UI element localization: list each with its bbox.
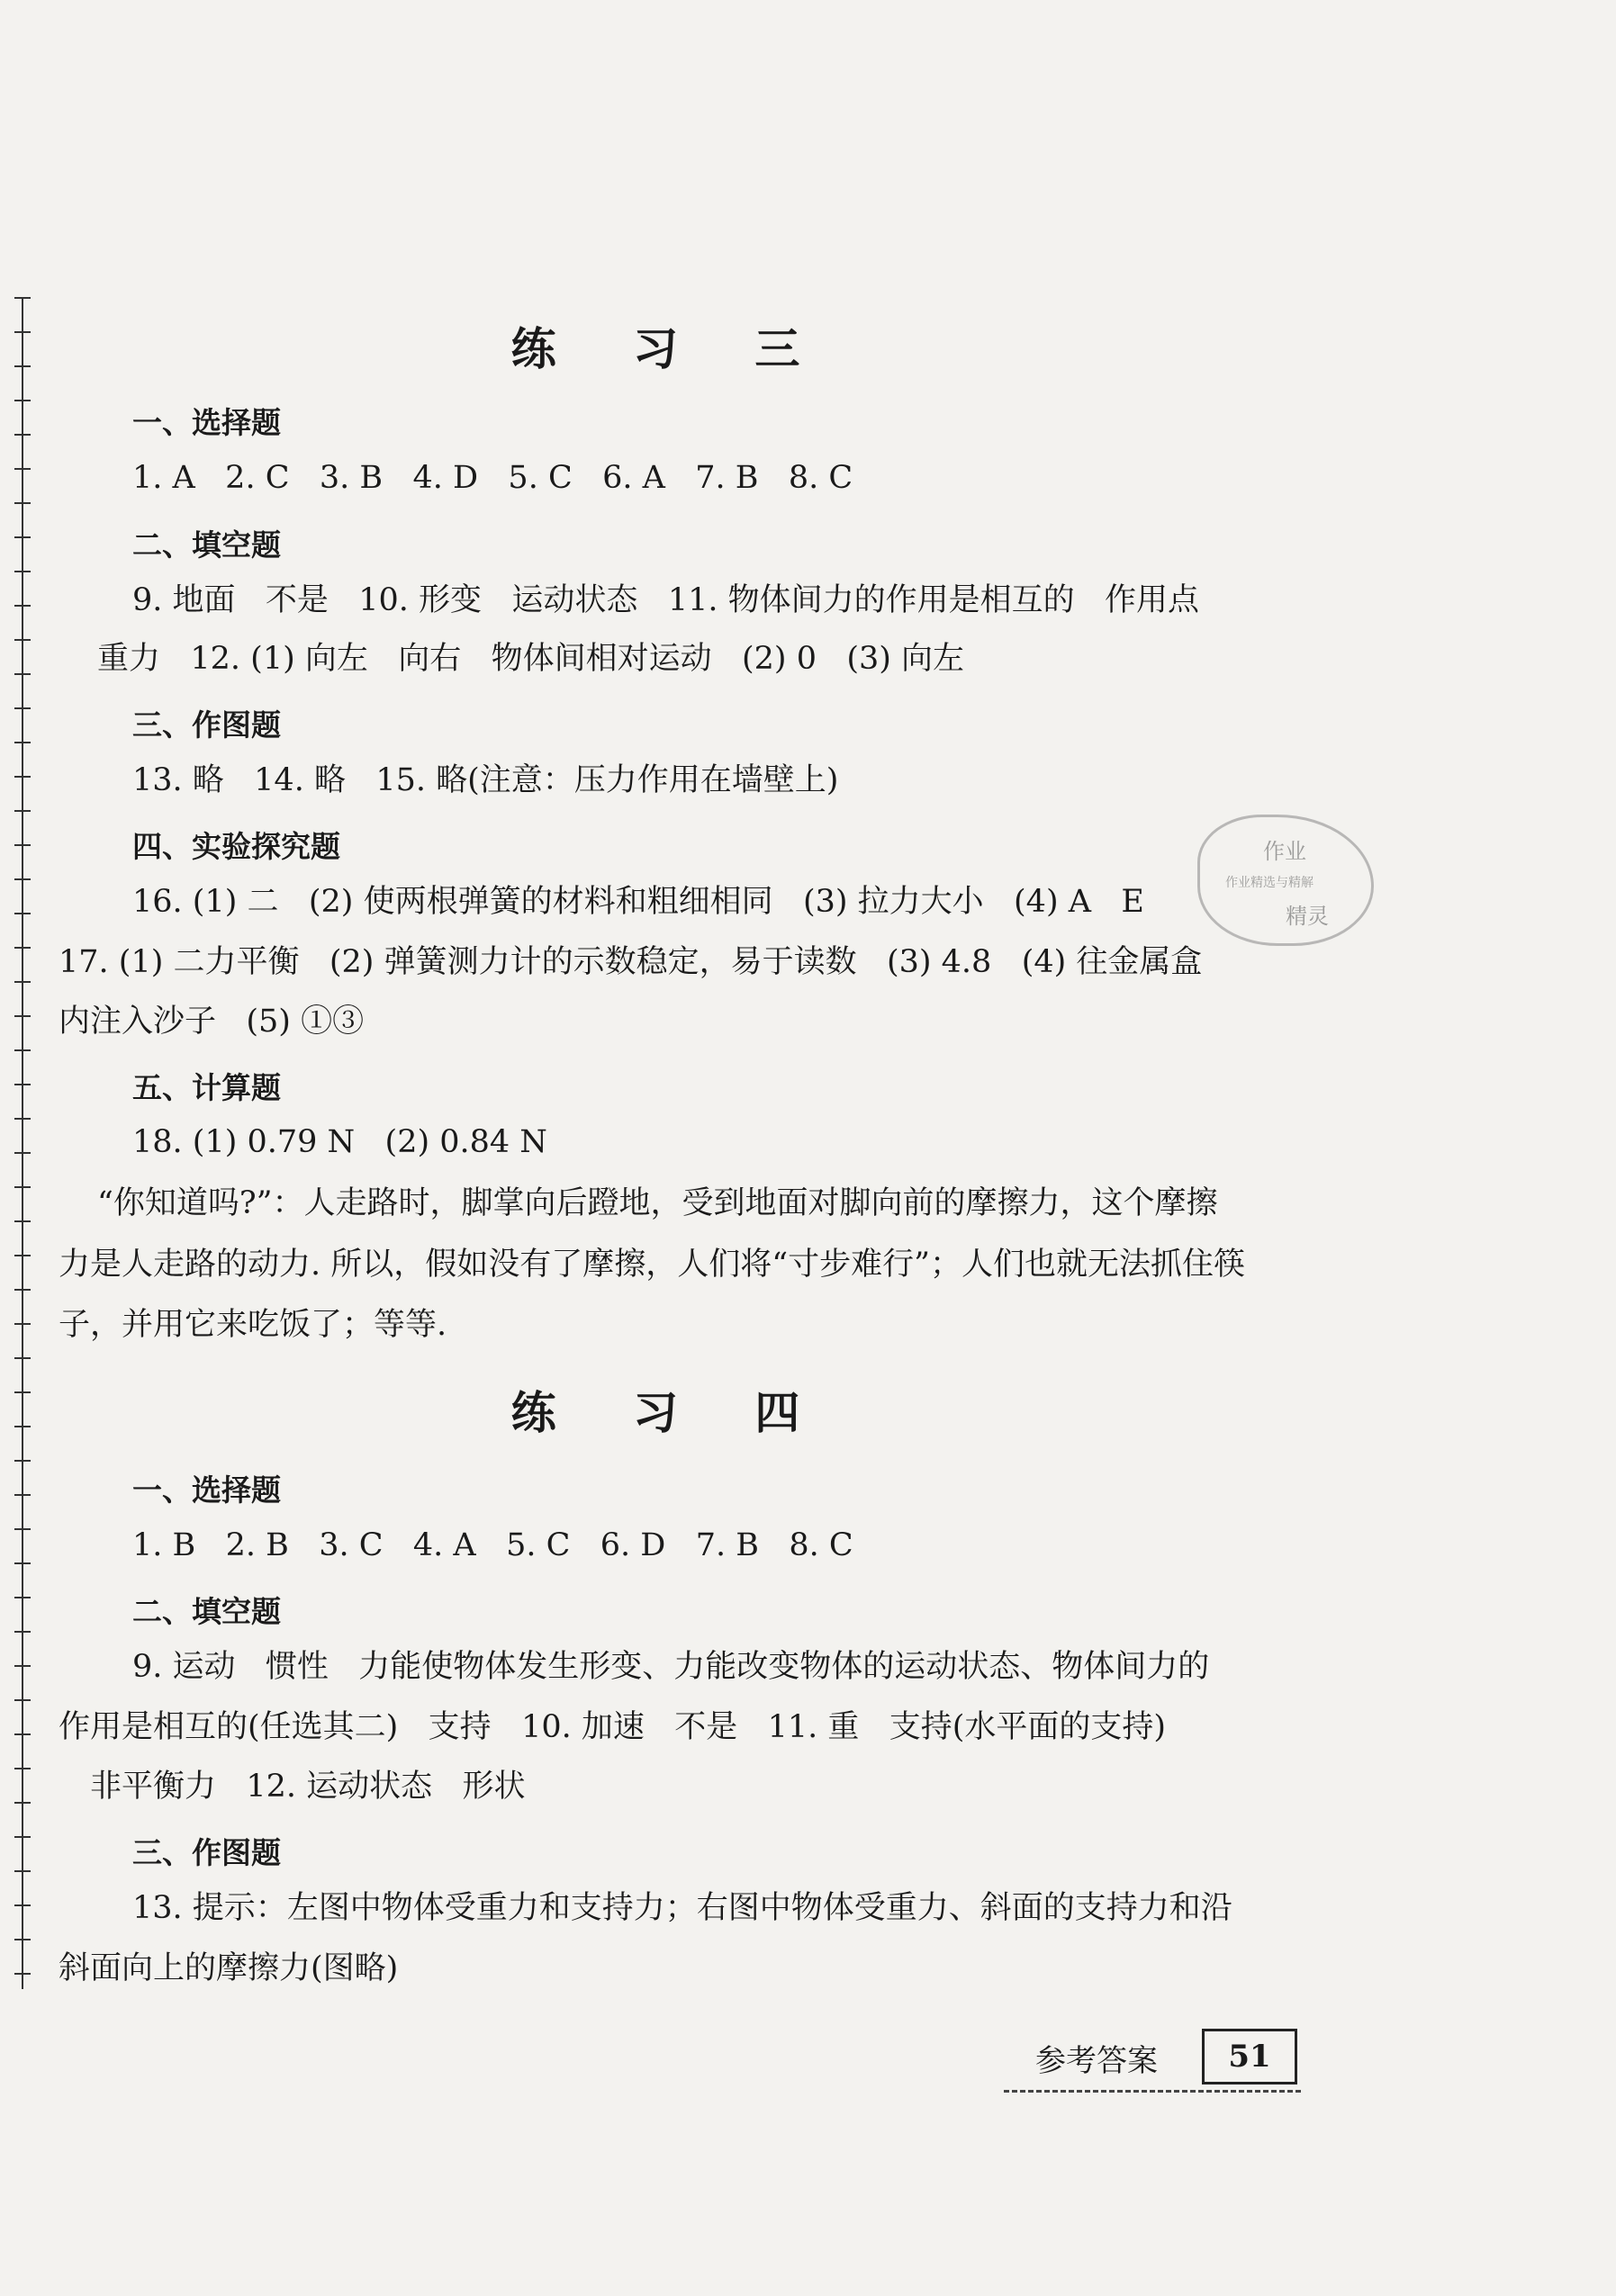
binding-tick xyxy=(14,400,31,401)
binding-tick xyxy=(14,1049,31,1051)
binding-tick xyxy=(14,1528,31,1530)
ex4-fill-line3: 非平衡力 12. 运动状态 形状 xyxy=(90,1769,526,1805)
binding-tick xyxy=(14,1186,31,1188)
binding-line xyxy=(9,297,36,1989)
publisher-stamp xyxy=(1197,815,1374,946)
ex3-calc-answers: 18. (1) 0.79 N (2) 0.84 N xyxy=(132,1124,547,1160)
binding-tick xyxy=(14,1939,31,1940)
binding-tick xyxy=(14,1597,31,1598)
binding-tick xyxy=(14,1357,31,1359)
binding-tick xyxy=(14,1460,31,1462)
ex3-exp-line3: 内注入沙子 (5) ①③ xyxy=(59,1004,365,1040)
binding-tick xyxy=(14,1904,31,1906)
binding-tick xyxy=(14,981,31,983)
ex3-section-fill: 二、填空题 xyxy=(132,527,281,563)
ex3-know-line2: 力是人走路的动力. 所以，假如没有了摩擦，人们将“寸步难行”；人们也就无法抓住筷 xyxy=(59,1247,1246,1283)
binding-tick xyxy=(14,776,31,778)
binding-tick xyxy=(14,1733,31,1735)
ex3-section-draw: 三、作图题 xyxy=(132,707,281,743)
ex3-exp-line2: 17. (1) 二力平衡 (2) 弹簧测力计的示数稳定，易于读数 (3) 4.8 (4) 往金属盒 xyxy=(59,944,1203,980)
footer-label: 参考答案 xyxy=(1035,2043,1158,2079)
binding-tick xyxy=(14,1665,31,1667)
binding-tick xyxy=(14,639,31,641)
binding-tick xyxy=(14,1015,31,1017)
ex3-section-experiment: 四、实验探究题 xyxy=(132,829,340,864)
ex3-know-line3: 子，并用它来吃饭了；等等. xyxy=(59,1307,447,1343)
page-number: 51 xyxy=(1202,2029,1297,2084)
ex3-fill-line1: 9. 地面 不是 10. 形变 运动状态 11. 物体间力的作用是相互的 作用点 xyxy=(132,582,1199,618)
binding-tick xyxy=(14,913,31,914)
ex3-exp-line1: 16. (1) 二 (2) 使两根弹簧的材料和粗细相同 (3) 拉力大小 (4) A E xyxy=(132,884,1144,920)
binding-tick xyxy=(14,878,31,880)
binding-tick xyxy=(14,1323,31,1325)
binding-tick xyxy=(14,1802,31,1804)
binding-tick xyxy=(14,434,31,436)
exercise3-title: 练 习 三 xyxy=(510,322,831,375)
binding-tick xyxy=(14,605,31,607)
binding-tick xyxy=(14,742,31,743)
binding-tick xyxy=(14,1084,31,1085)
ex4-section-draw: 三、作图题 xyxy=(132,1835,281,1870)
exercise4-title: 练 习 四 xyxy=(510,1386,831,1439)
ex3-section-calc: 五、计算题 xyxy=(132,1070,281,1105)
ex4-section-choice: 一、选择题 xyxy=(132,1472,281,1508)
binding-tick xyxy=(14,1494,31,1496)
ex3-know-line1: “你知道吗?”：人走路时，脚掌向后蹬地，受到地面对脚向前的摩擦力，这个摩擦 xyxy=(97,1185,1218,1221)
binding-tick xyxy=(14,468,31,470)
ex4-draw-line2: 斜面向上的摩擦力(图略) xyxy=(59,1950,399,1986)
ex3-draw-answers: 13. 略 14. 略 15. 略(注意：压力作用在墙壁上) xyxy=(132,762,839,798)
stamp-text-top: 作业 xyxy=(1263,839,1306,864)
binding-tick xyxy=(14,707,31,709)
ex3-choice-answers: 1. A 2. C 3. B 4. D 5. C 6. A 7. B 8. C xyxy=(132,460,853,496)
ex4-choice-answers: 1. B 2. B 3. C 4. A 5. C 6. D 7. B 8. C xyxy=(132,1527,853,1563)
binding-tick xyxy=(14,1870,31,1872)
binding-tick xyxy=(14,1152,31,1154)
ex4-draw-line1: 13. 提示：左图中物体受重力和支持力；右图中物体受重力、斜面的支持力和沿 xyxy=(132,1890,1232,1926)
ex3-section-choice: 一、选择题 xyxy=(132,405,281,440)
binding-tick xyxy=(14,1562,31,1564)
binding-tick xyxy=(14,1631,31,1633)
binding-tick xyxy=(14,1118,31,1120)
ex4-fill-line1: 9. 运动 惯性 力能使物体发生形变、力能改变物体的运动状态、物体间力的 xyxy=(132,1649,1210,1685)
binding-tick xyxy=(14,502,31,504)
binding-tick xyxy=(14,571,31,572)
binding-tick xyxy=(14,1973,31,1975)
ex4-fill-line2: 作用是相互的(任选其二) 支持 10. 加速 不是 11. 重 支持(水平面的支持) xyxy=(59,1709,1167,1745)
binding-tick xyxy=(14,297,31,299)
binding-tick xyxy=(14,1699,31,1701)
binding-tick xyxy=(14,947,31,949)
footer-dotted-rule xyxy=(1004,2090,1301,2093)
binding-tick xyxy=(14,1220,31,1222)
binding-tick xyxy=(14,536,31,538)
binding-tick xyxy=(14,673,31,675)
stamp-text-middle: 作业精选与精解 xyxy=(1225,876,1314,890)
ex3-fill-line2: 重力 12. (1) 向左 向右 物体间相对运动 (2) 0 (3) 向左 xyxy=(97,641,965,677)
binding-tick xyxy=(14,844,31,846)
binding-tick xyxy=(14,1836,31,1838)
binding-tick xyxy=(14,1289,31,1291)
stamp-text-bottom: 精灵 xyxy=(1286,904,1329,929)
binding-tick xyxy=(14,810,31,812)
binding-tick xyxy=(14,1768,31,1769)
binding-tick xyxy=(14,1255,31,1256)
ex4-section-fill: 二、填空题 xyxy=(132,1594,281,1629)
